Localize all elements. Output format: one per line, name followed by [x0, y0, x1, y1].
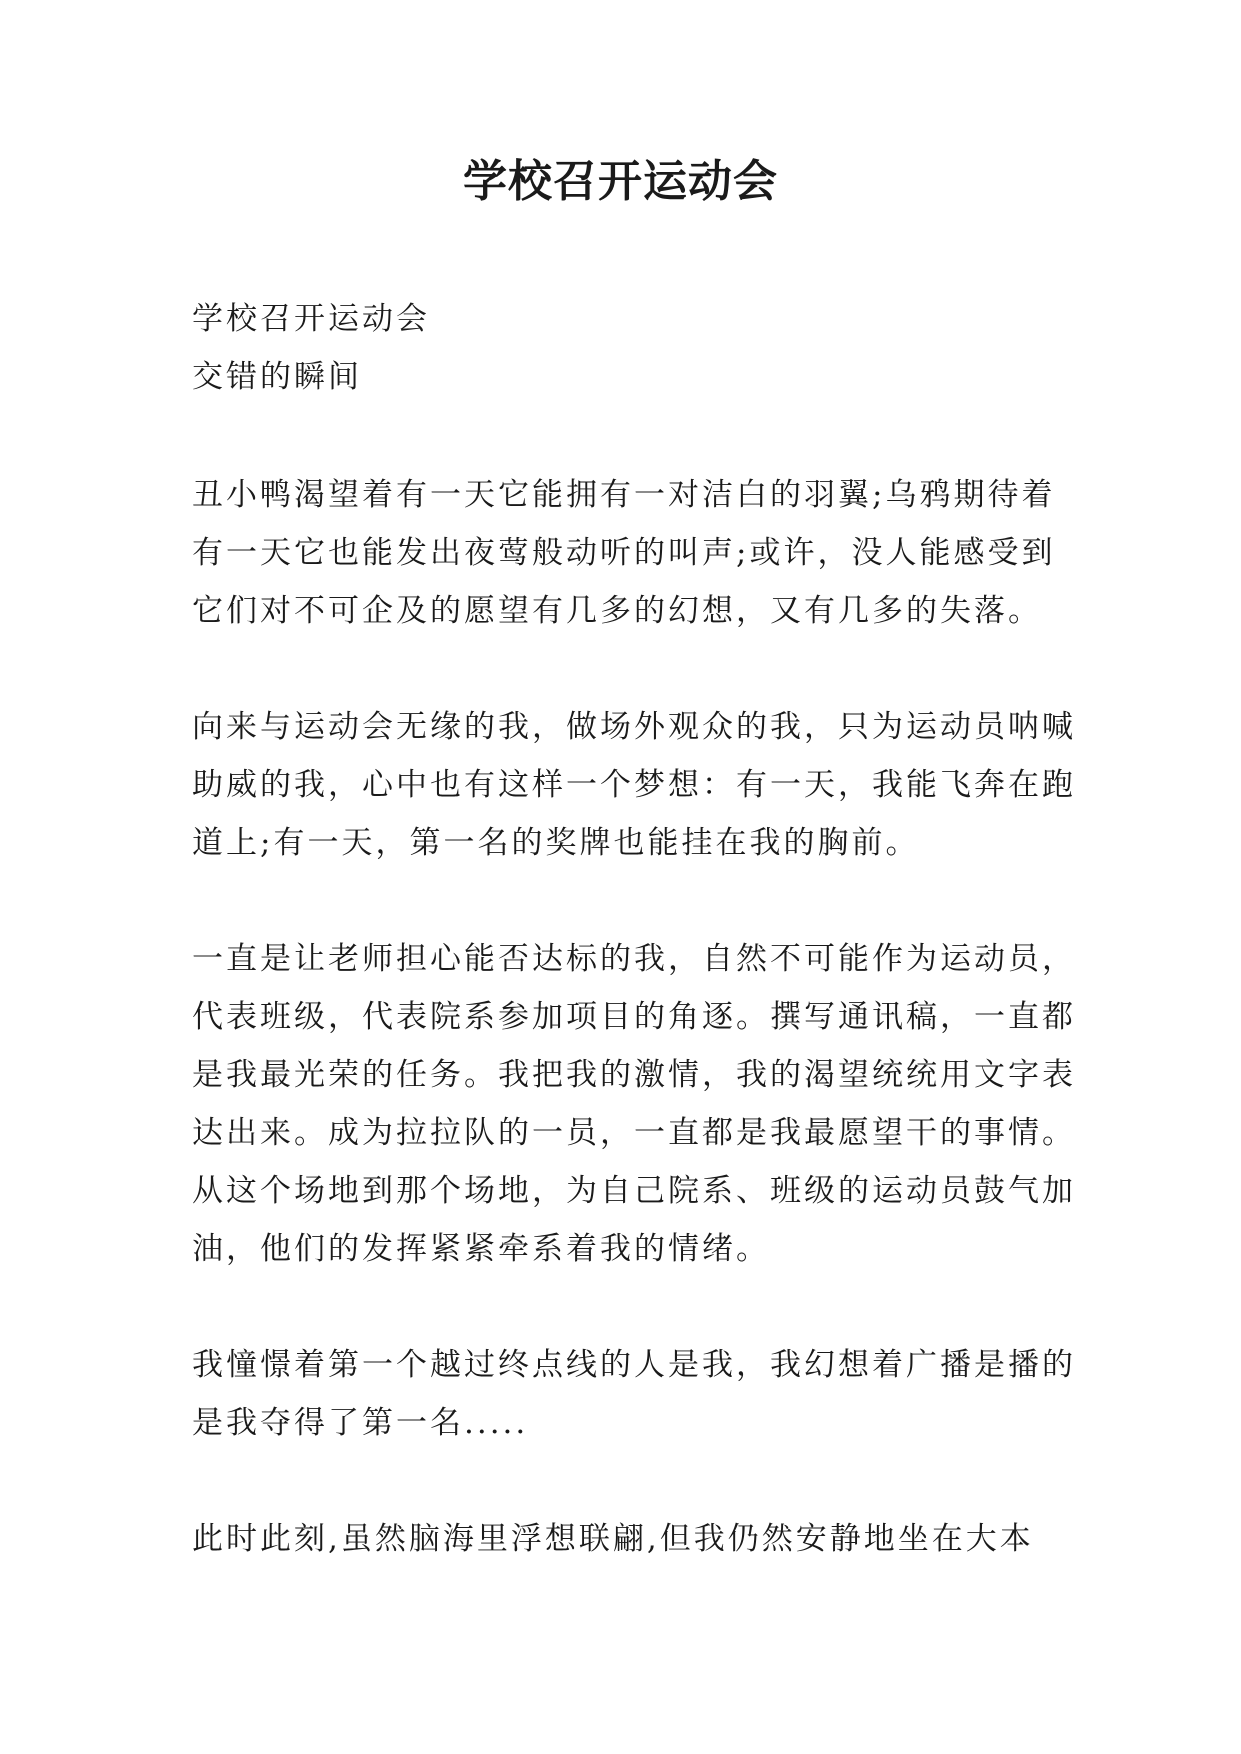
- paragraph-line: 代表班级，代表院系参加项目的角逐。撰写通讯稿，一直都: [192, 999, 1076, 1035]
- paragraph-line: 向来与运动会无缘的我，做场外观众的我，只为运动员呐喊: [192, 709, 1076, 745]
- subtitle-line: 交错的瞬间: [192, 359, 362, 395]
- paragraph-line: 从这个场地到那个场地，为自己院系、班级的运动员鼓气加: [192, 1173, 1076, 1209]
- document-title: 学校召开运动会: [463, 156, 778, 207]
- paragraph-line: 油，他们的发挥紧紧牵系着我的情绪。: [192, 1231, 770, 1267]
- paragraph-line: 它们对不可企及的愿望有几多的幻想，又有几多的失落。: [192, 593, 1042, 629]
- paragraph-line: 有一天它也能发出夜莺般动听的叫声;或许，没人能感受到: [192, 535, 1056, 571]
- paragraph-line: 我憧憬着第一个越过终点线的人是我，我幻想着广播是播的: [192, 1347, 1076, 1383]
- paragraph-line: 一直是让老师担心能否达标的我，自然不可能作为运动员，: [192, 941, 1076, 977]
- paragraph: [192, 930, 1076, 1278]
- paragraph: [192, 698, 1076, 872]
- paragraph-line: 道上;有一天，第一名的奖牌也能挂在我的胸前。: [192, 825, 920, 861]
- paragraph-line: 丑小鸭渴望着有一天它能拥有一对洁白的羽翼;乌鸦期待着: [192, 477, 1056, 513]
- paragraph: [192, 1510, 1072, 1568]
- paragraph: [192, 466, 1072, 640]
- paragraph-line: 达出来。成为拉拉队的一员，一直都是我最愿望干的事情。: [192, 1115, 1076, 1151]
- subtitle-block: [192, 290, 1072, 406]
- paragraph: [192, 1336, 1076, 1452]
- subtitle-line: 学校召开运动会: [192, 301, 430, 337]
- paragraph-line: 是我夺得了第一名.....: [192, 1405, 529, 1441]
- paragraph-line: 助威的我，心中也有这样一个梦想：有一天，我能飞奔在跑: [192, 767, 1076, 803]
- document-body: [192, 290, 1076, 1626]
- paragraph-line: 此时此刻,虽然脑海里浮想联翩,但我仍然安静地坐在大本: [192, 1521, 1034, 1557]
- paragraph-line: 是我最光荣的任务。我把我的激情，我的渴望统统用文字表: [192, 1057, 1076, 1093]
